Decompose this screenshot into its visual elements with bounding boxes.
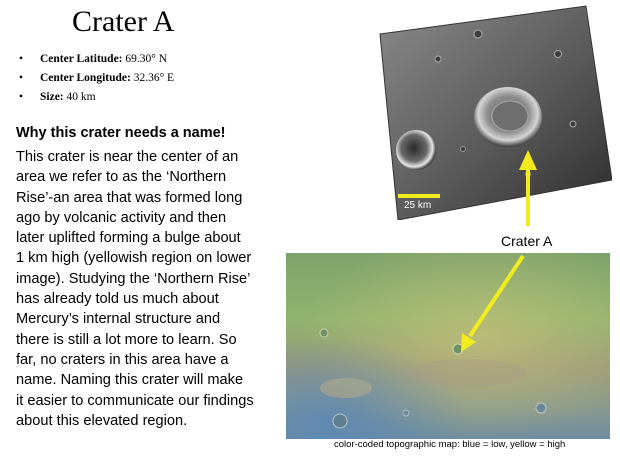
body-line: area we refer to as the ‘Northern	[16, 169, 227, 186]
fact-center-latitude: • Center Latitude: 69.30° N	[16, 50, 174, 69]
map-caption: color-coded topographic map: blue = low, yellow = high	[334, 439, 566, 450]
body-line: ago by volcanic activity and then	[16, 209, 227, 226]
fact-center-longitude: • Center Longitude: 32.36° E	[16, 69, 174, 88]
fact-size: • Size: 40 km	[16, 88, 174, 107]
neighbor-crater-image	[396, 130, 436, 170]
body-line: it easier to communicate our findings	[16, 392, 254, 409]
body-line: there is still a lot more to learn. So	[16, 331, 237, 348]
body-paragraph	[16, 147, 284, 431]
body-line: 1 km high (yellowish region on lower	[16, 250, 252, 267]
body-line: has already told us much about	[16, 291, 219, 308]
body-line: Rise’-an area that was formed long	[16, 189, 243, 206]
crater-photo	[368, 4, 612, 220]
body-line: far, no craters in this area have a	[16, 351, 229, 368]
body-line: about this elevated region.	[16, 412, 188, 429]
body-line: name. Naming this crater will make	[16, 372, 244, 389]
body-line: Mercury’s internal structure and	[16, 311, 221, 328]
crater-a-label: Crater A	[501, 233, 553, 249]
crater-facts-list	[16, 50, 174, 107]
body-line: image). Studying the ‘Northern Rise’	[16, 270, 251, 287]
body-line: later uplifted forming a bulge about	[16, 230, 241, 247]
topographic-map	[286, 253, 610, 439]
body-line: This crater is near the center of an	[16, 149, 239, 165]
why-heading: Why this crater needs a name!	[16, 125, 226, 141]
page-title: Crater A	[72, 5, 175, 38]
scale-bar-label: 25 km	[404, 200, 432, 211]
scale-bar	[398, 194, 440, 198]
